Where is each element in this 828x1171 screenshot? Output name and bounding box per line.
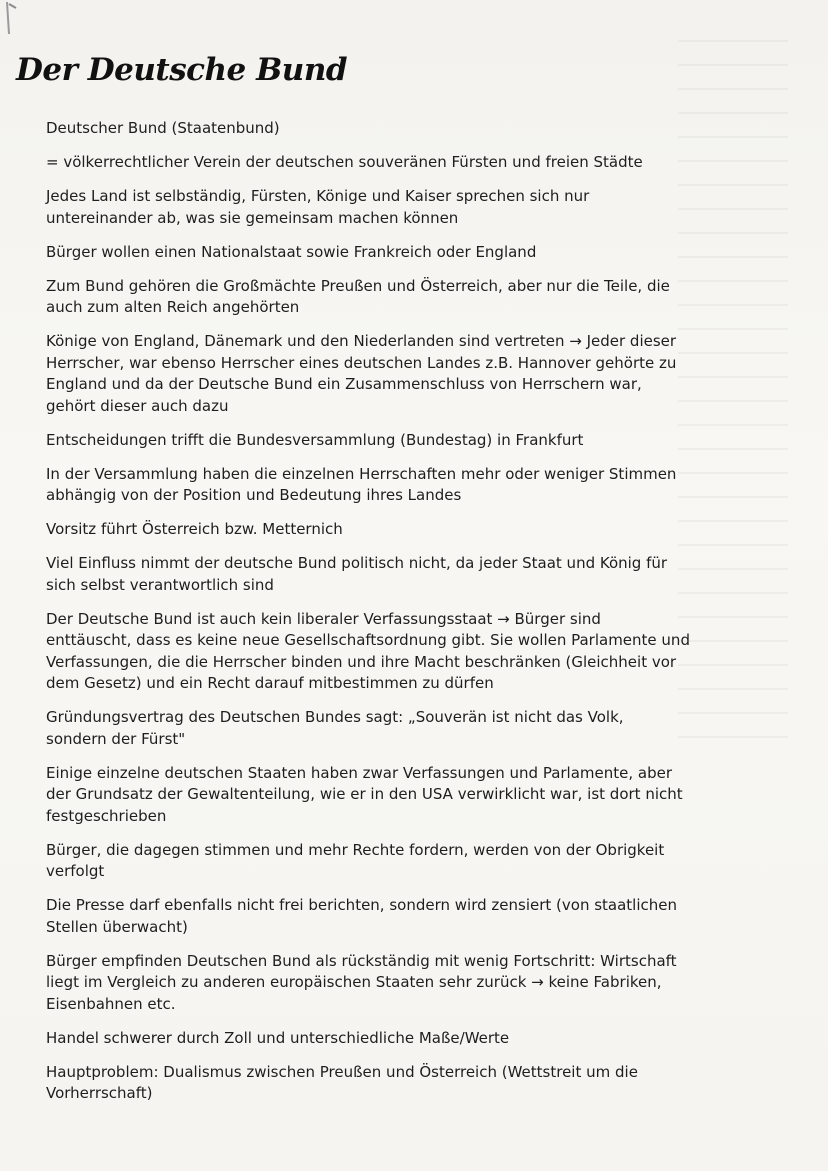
note-line: abhängig von der Position und Bedeutung ihres Landes (46, 486, 462, 504)
note-item (46, 609, 766, 695)
note-line: In der Versammlung haben die einzelnen Herrschaften mehr oder weniger Stimmen (46, 464, 677, 483)
note-line: Bürger wollen einen Nationalstaat sowie Frankreich oder England (46, 242, 537, 261)
note-item (46, 464, 766, 507)
note-line: Eisenbahnen etc. (46, 994, 176, 1013)
note-line: dem Gesetz) und ein Recht darauf mitbestimmen zu dürfen (46, 674, 494, 692)
note-item (46, 1062, 766, 1105)
note-line: verfolgt (46, 862, 105, 880)
note-line: Bürger, die dagegen stimmen und mehr Rechte fordern, werden von der Obrigkeit (46, 840, 665, 859)
note-line: sich selbst verantwortlich sind (46, 575, 274, 594)
note-line: Könige von England, Dänemark und den Niederlanden sind vertreten → Jeder dieser (46, 332, 677, 350)
note-line: Die Presse darf ebenfalls nicht frei berichten, sondern wird zensiert (von staatlichen (46, 896, 678, 914)
note-item (46, 242, 766, 264)
note-line: Einige einzelne deutschen Staaten haben zwar Verfassungen und Parlamente, aber (46, 763, 673, 782)
note-line: festgeschrieben (46, 806, 167, 825)
note-line: Viel Einfluss nimmt der deutsche Bund politisch nicht, da jeder Staat und König für (46, 554, 668, 572)
note-line: Gründungsvertrag des Deutschen Bundes sagt: „Souverän ist nicht das Volk, (46, 708, 624, 726)
note-line: Bürger empfinden Deutschen Bund als rückständig mit wenig Fortschritt: Wirtschaft (46, 951, 677, 970)
note-line: Herrscher, war ebenso Herrscher eines deutschen Landes z.B. Hannover gehörte zu (46, 353, 677, 372)
note-item (46, 951, 766, 1016)
note-line: Vorherrschaft) (46, 1084, 153, 1102)
page-title: Der Deutsche Bund (16, 52, 348, 88)
note-item (46, 186, 766, 229)
notes-list (46, 118, 766, 1117)
note-line: liegt im Vergleich zu anderen europäischen Staaten sehr zurück → keine Fabriken, (46, 973, 662, 991)
note-item (46, 553, 766, 596)
note-line: Verfassungen, die die Herrscher binden und ihre Macht beschränken (Gleichheit vor (46, 652, 677, 671)
note-line: Handel schwerer durch Zoll und unterschiedliche Maße/Werte (46, 1028, 510, 1047)
note-item (46, 840, 766, 883)
note-item (46, 152, 766, 174)
note-line: sondern der Fürst" (46, 729, 186, 748)
note-item (46, 763, 766, 828)
note-line: England und da der Deutsche Bund ein Zusammenschluss von Herrschern war, (46, 375, 642, 393)
note-line: Vorsitz führt Österreich bzw. Metternich (46, 520, 343, 538)
note-line: Zum Bund gehören die Großmächte Preußen und Österreich, aber nur die Teile, die (46, 276, 670, 295)
note-item (46, 430, 766, 452)
note-line: Jedes Land ist selbständig, Fürsten, Könige und Kaiser sprechen sich nur (46, 187, 590, 205)
note-item (46, 276, 766, 319)
note-line: Deutscher Bund (Staatenbund) (46, 119, 280, 137)
note-item (46, 707, 766, 750)
note-line: untereinander ab, was sie gemeinsam machen können (46, 208, 459, 227)
note-line: Stellen überwacht) (46, 917, 188, 936)
note-item (46, 519, 766, 541)
note-line: Hauptproblem: Dualismus zwischen Preußen und Österreich (Wettstreit um die (46, 1062, 638, 1081)
note-line: Der Deutsche Bund ist auch kein liberaler Verfassungsstaat → Bürger sind (46, 609, 601, 628)
note-item (46, 895, 766, 938)
note-line: der Grundsatz der Gewaltenteilung, wie er in den USA verwirklicht war, ist dort nicht (46, 785, 683, 803)
note-item (46, 118, 766, 140)
note-line: = völkerrechtlicher Verein der deutschen souveränen Fürsten und freien Städte (46, 153, 643, 171)
note-line: Entscheidungen trifft die Bundesversammlung (Bundestag) in Frankfurt (46, 430, 584, 449)
note-line: gehört dieser auch dazu (46, 396, 229, 415)
note-line: auch zum alten Reich angehörten (46, 298, 300, 316)
corner-mark (4, 0, 18, 40)
note-line: enttäuscht, dass es keine neue Gesellschaftsordnung gibt. Sie wollen Parlamente und (46, 631, 690, 649)
note-item (46, 331, 766, 417)
note-item (46, 1028, 766, 1050)
